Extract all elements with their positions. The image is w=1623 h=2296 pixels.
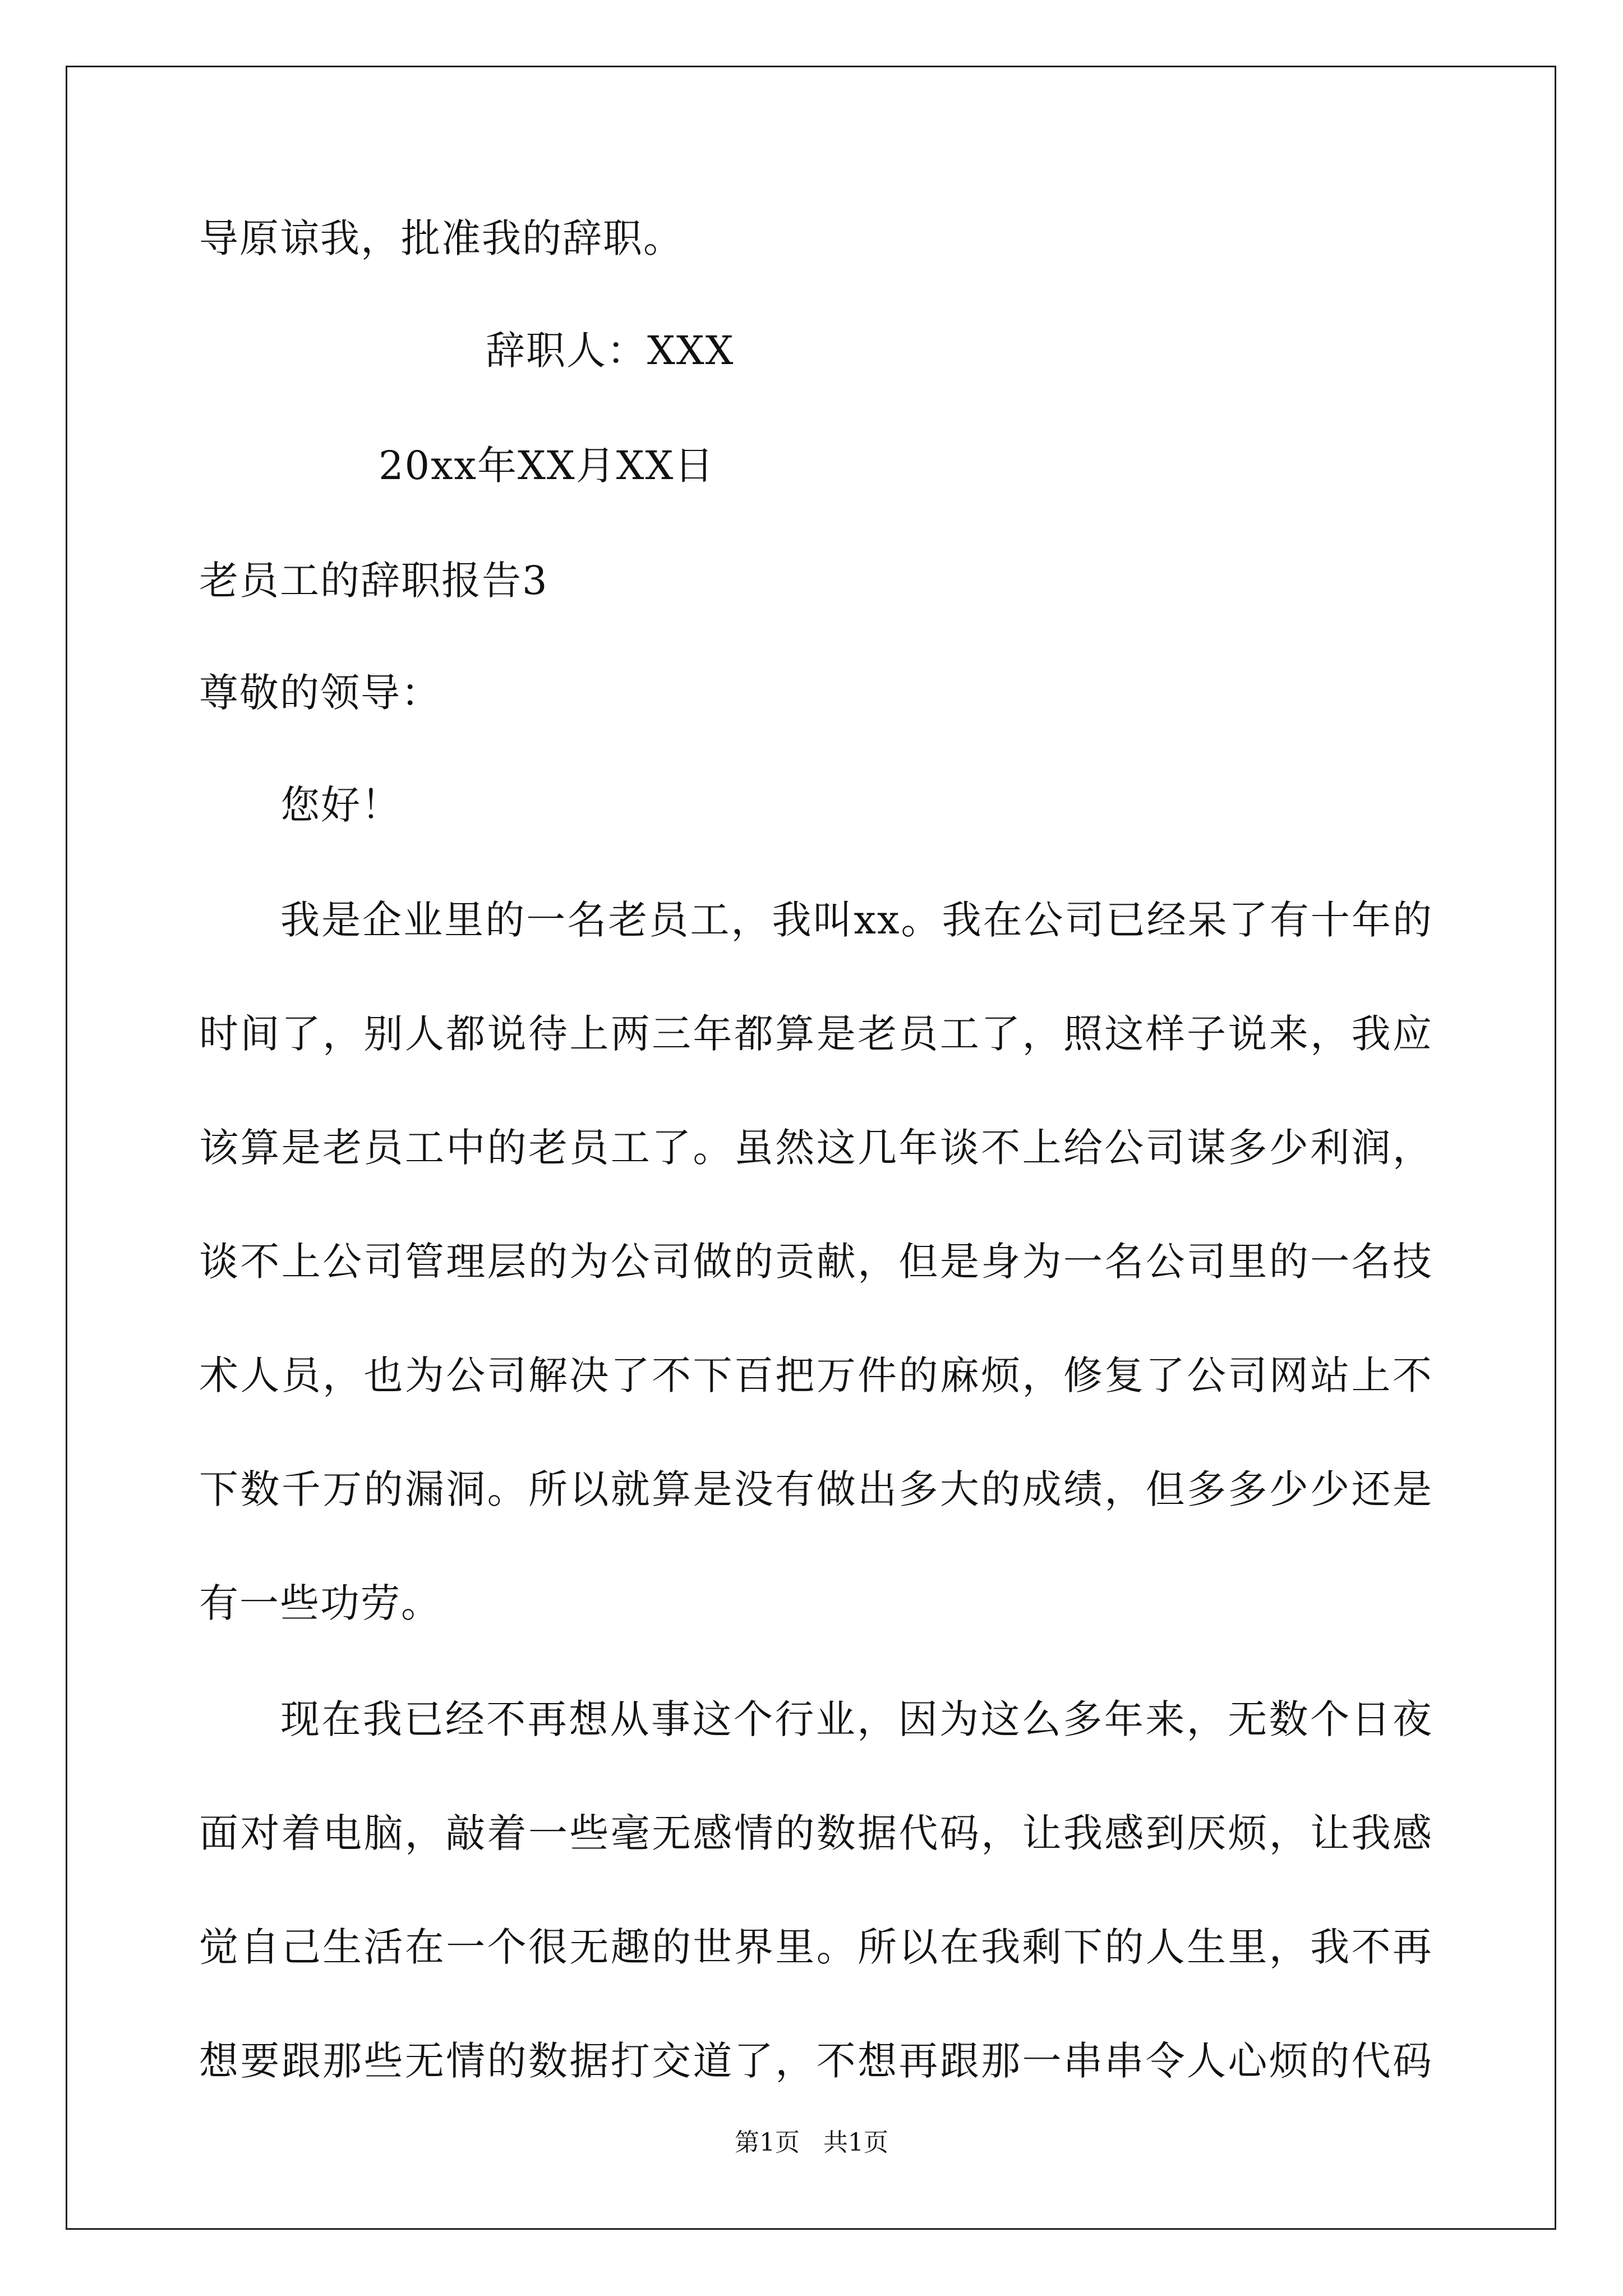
salutation: 尊敬的领导：: [199, 670, 441, 716]
paragraph1-line: 下数千万的漏洞。所以就算是没有做出多大的成绩，但多多少少还是: [199, 1466, 1433, 1512]
paragraph1-line: 谈不上公司管理层的为公司做的贡献，但是身为一名公司里的一名技: [199, 1239, 1433, 1285]
paragraph2-line: 想要跟那些无情的数据打交道了，不想再跟那一串串令人心烦的代码: [199, 2038, 1433, 2084]
paragraph1-line: 时间了，别人都说待上两三年都算是老员工了，照这样子说来，我应: [199, 1011, 1433, 1057]
page-number: 第1页: [735, 2128, 800, 2157]
page-total: 共1页: [823, 2128, 888, 2157]
signature-line: 辞职人：XXX: [486, 328, 735, 374]
paragraph2-line: 现在我已经不再想从事这个行业，因为这么多年来，无数个日夜: [280, 1696, 1433, 1742]
closing-line: 导原谅我，批准我的辞职。: [199, 215, 684, 261]
page-footer: [0, 2126, 1623, 2160]
greeting: 您好！: [280, 782, 402, 828]
report-heading: 老员工的辞职报告3: [199, 558, 548, 604]
paragraph1-line: 有一些功劳。: [199, 1580, 441, 1626]
paragraph2-line: 觉自己生活在一个很无趣的世界里。所以在我剩下的人生里，我不再: [199, 1924, 1433, 1970]
paragraph1-line: 该算是老员工中的老员工了。虽然这几年谈不上给公司谋多少利润，: [199, 1125, 1433, 1171]
paragraph2-line: 面对着电脑，敲着一些毫无感情的数据代码，让我感到厌烦，让我感: [199, 1810, 1433, 1856]
paragraph1-line: 我是企业里的一名老员工，我叫xx。我在公司已经呆了有十年的: [280, 897, 1433, 943]
date-line: 20xx年XX月XX日: [379, 443, 715, 489]
paragraph1-line: 术人员，也为公司解决了不下百把万件的麻烦，修复了公司网站上不: [199, 1352, 1433, 1398]
